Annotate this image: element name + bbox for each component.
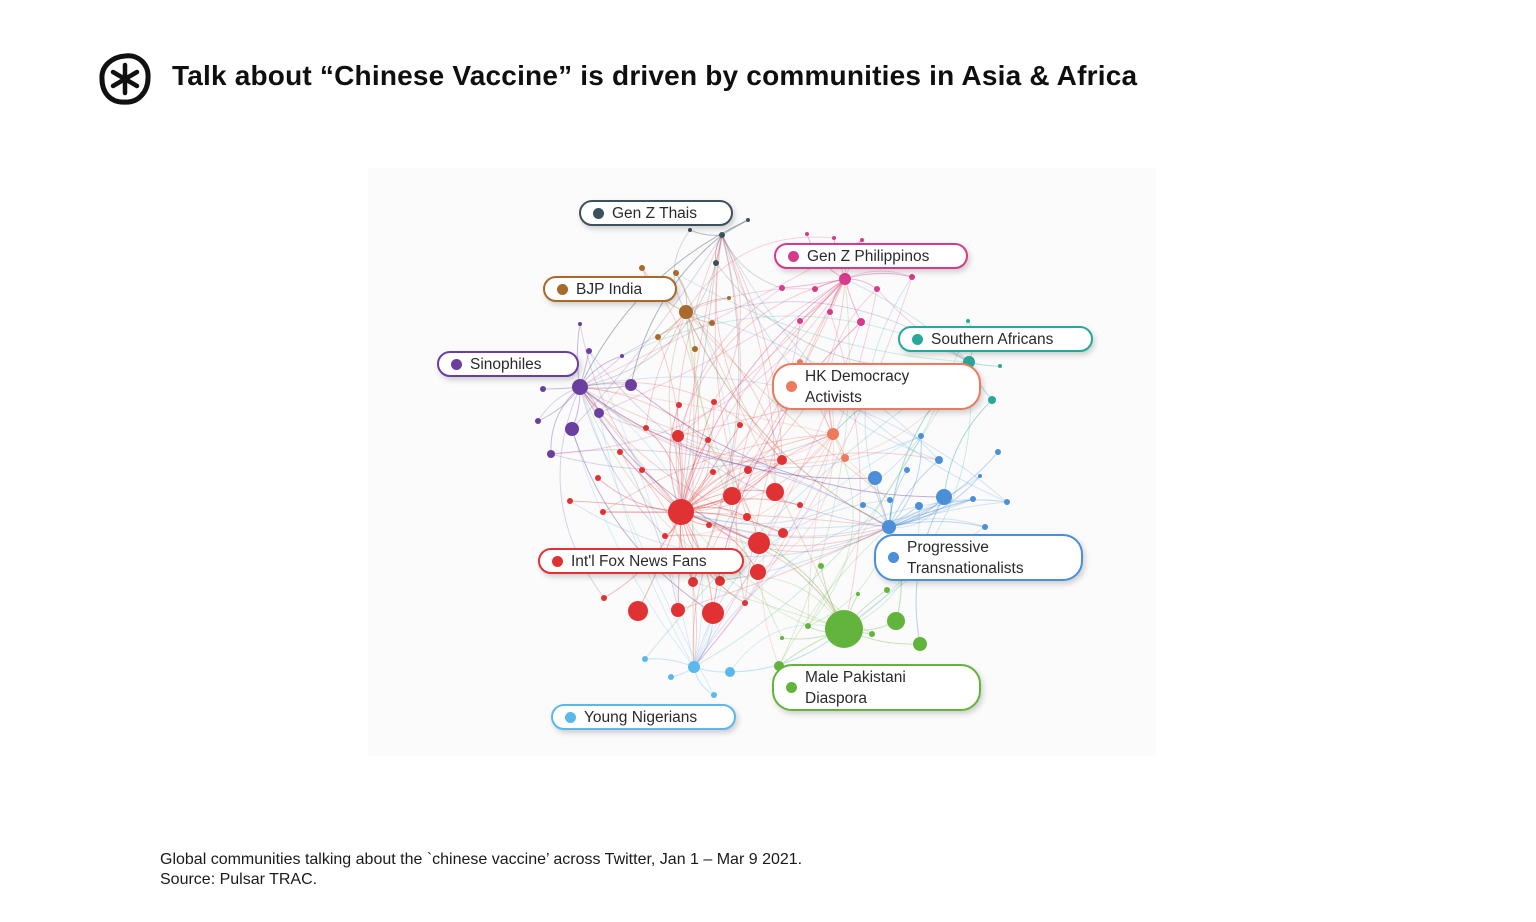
label-hk-democracy-activists — [772, 363, 981, 410]
network-node-pakistani — [780, 636, 784, 640]
network-node-progressive — [1004, 499, 1010, 505]
label-intl-fox-news-fans — [538, 548, 744, 574]
network-node-progressive — [978, 474, 982, 478]
network-node-nigerians — [711, 692, 717, 698]
hk-democracy-line-1: HK Democracy — [805, 367, 910, 385]
network-node-fox-news — [662, 533, 668, 539]
figure-caption — [160, 850, 802, 890]
caption-source: Source: Pulsar TRAC. — [160, 871, 318, 888]
network-node-fox-news — [706, 522, 712, 528]
network-node-fox-news — [777, 455, 787, 465]
network-node-sinophiles — [578, 322, 582, 326]
gen-z-thais-dot — [593, 208, 604, 219]
gen-z-philippinos-text: Gen Z Philippinos — [807, 247, 930, 265]
network-node-nigerians — [642, 656, 648, 662]
network-node-progressive — [995, 449, 1001, 455]
network-node-fox-news — [748, 532, 770, 554]
network-node-fox-news — [595, 475, 601, 481]
label-progressive-transnationalists — [874, 534, 1083, 581]
network-edge — [645, 659, 694, 667]
network-node-fox-news — [737, 422, 743, 428]
network-node-fox-news — [628, 601, 648, 621]
network-node-fox-news — [797, 502, 803, 508]
network-node-southern-africans — [988, 396, 996, 404]
network-node-fox-news — [567, 498, 573, 504]
network-node-fox-news — [750, 564, 766, 580]
network-node-genz-philippinos — [812, 286, 818, 292]
network-node-hk-democracy — [841, 454, 849, 462]
network-node-pakistani — [913, 637, 927, 651]
network-node-sinophiles — [586, 348, 592, 354]
network-node-sinophiles — [572, 379, 588, 395]
network-node-genz-philippinos — [860, 238, 864, 242]
network-node-genz-thais — [688, 228, 692, 232]
bjp-india-text: BJP India — [576, 280, 643, 298]
network-node-genz-philippinos — [874, 286, 880, 292]
network-edge — [580, 235, 722, 387]
network-node-bjp-india — [679, 305, 693, 319]
network-node-progressive — [882, 520, 896, 534]
network-node-fox-news — [711, 399, 717, 405]
network-node-fox-news — [710, 469, 716, 475]
network-node-bjp-india — [655, 334, 661, 340]
network-node-sinophiles — [625, 379, 637, 391]
network-node-fox-news — [688, 577, 698, 587]
network-node-bjp-india — [727, 296, 731, 300]
network-node-genz-thais — [719, 232, 725, 238]
page-title: Talk about “Chinese Vaccine” is driven by communities in Asia & Africa — [172, 60, 1138, 91]
intl-fox-news-fans-dot — [552, 556, 563, 567]
label-gen-z-thais — [579, 200, 733, 226]
hk-democracy-activists-text — [805, 366, 909, 408]
label-bjp-india — [543, 276, 677, 302]
network-node-nigerians — [688, 661, 700, 673]
network-node-pakistani — [856, 592, 860, 596]
network-node-nigerians — [668, 674, 674, 680]
progressive-line-2: Transnationalists — [907, 559, 1024, 577]
network-node-progressive — [904, 467, 910, 473]
network-node-fox-news — [702, 602, 724, 624]
network-node-sinophiles — [535, 418, 541, 424]
network-node-genz-philippinos — [839, 273, 851, 285]
network-node-progressive — [936, 489, 952, 505]
network-node-pakistani — [818, 563, 824, 569]
network-node-sinophiles — [620, 354, 624, 358]
network-node-sinophiles — [565, 422, 579, 436]
network-node-pakistani — [805, 623, 811, 629]
network-edge — [720, 527, 889, 581]
label-young-nigerians — [551, 704, 736, 730]
network-node-fox-news — [600, 509, 606, 515]
network-node-fox-news — [705, 437, 711, 443]
network-node-progressive — [982, 524, 988, 530]
sinophiles-dot — [451, 359, 462, 370]
hk-democracy-line-2: Activists — [805, 388, 862, 406]
network-node-progressive — [935, 456, 943, 464]
progressive-transnationalists-text — [907, 537, 1024, 579]
network-node-nigerians — [725, 667, 735, 677]
sinophiles-text: Sinophiles — [470, 355, 542, 373]
network-edge — [828, 289, 877, 434]
progressive-line-1: Progressive — [907, 538, 989, 556]
network-node-sinophiles — [547, 450, 555, 458]
network-node-progressive — [970, 496, 976, 502]
network-edge — [580, 220, 748, 387]
pakistani-line-2: Diaspora — [805, 689, 868, 707]
young-nigerians-dot — [565, 712, 576, 723]
southern-africans-dot — [912, 334, 923, 345]
network-node-progressive — [915, 502, 923, 510]
network-node-progressive — [860, 502, 866, 508]
network-node-fox-news — [744, 466, 752, 474]
network-node-southern-africans — [998, 364, 1002, 368]
young-nigerians-text: Young Nigerians — [584, 708, 698, 726]
network-node-genz-philippinos — [832, 236, 836, 240]
network-node-sinophiles — [540, 386, 546, 392]
network-node-progressive — [918, 433, 924, 439]
label-sinophiles — [437, 351, 579, 377]
network-node-genz-philippinos — [805, 232, 809, 236]
network-node-fox-news — [715, 576, 725, 586]
intl-fox-news-fans-text: Int'l Fox News Fans — [571, 552, 707, 570]
network-node-genz-philippinos — [827, 309, 833, 315]
network-node-genz-philippinos — [909, 274, 915, 280]
network-node-fox-news — [639, 467, 645, 473]
bjp-india-dot — [557, 284, 568, 295]
network-node-genz-thais — [713, 260, 719, 266]
network-node-pakistani — [887, 612, 905, 630]
network-node-fox-news — [723, 487, 741, 505]
hk-democracy-activists-dot — [786, 381, 797, 392]
gen-z-thais-text: Gen Z Thais — [612, 204, 698, 222]
network-node-bjp-india — [709, 320, 715, 326]
network-node-fox-news — [668, 499, 694, 525]
network-node-genz-philippinos — [797, 318, 803, 324]
network-edge — [889, 519, 985, 527]
network-node-progressive — [868, 471, 882, 485]
network-edge — [580, 387, 665, 536]
label-gen-z-philippinos — [774, 243, 968, 269]
network-node-bjp-india — [639, 265, 645, 271]
network-edge — [690, 230, 722, 235]
label-male-pakistani-diaspora — [772, 664, 981, 711]
network-node-progressive — [887, 497, 893, 503]
network-node-genz-philippinos — [857, 318, 865, 326]
network-node-fox-news — [671, 603, 685, 617]
network-node-fox-news — [617, 449, 623, 455]
network-node-genz-thais — [746, 218, 750, 222]
network-node-fox-news — [766, 483, 784, 501]
network-node-fox-news — [742, 600, 748, 606]
network-node-genz-philippinos — [779, 285, 785, 291]
network-node-fox-news — [676, 402, 682, 408]
pakistani-line-1: Male Pakistani — [805, 668, 906, 686]
caption-line-1: Global communities talking about the `chinese vaccine’ across Twitter, Jan 1 – Mar 9 2021. — [160, 851, 803, 868]
network-node-pakistani — [884, 587, 890, 593]
male-pakistani-diaspora-dot — [786, 682, 797, 693]
network-node-fox-news — [743, 513, 751, 521]
network-node-fox-news — [778, 528, 788, 538]
network-node-fox-news — [672, 430, 684, 442]
network-node-hk-democracy — [827, 428, 839, 440]
network-node-fox-news — [601, 595, 607, 601]
network-node-bjp-india — [673, 270, 679, 276]
network-node-bjp-india — [692, 346, 698, 352]
network-node-fox-news — [643, 425, 649, 431]
progressive-transnationalists-dot — [888, 552, 899, 563]
network-edge — [577, 324, 580, 387]
network-node-southern-africans — [966, 319, 970, 323]
male-pakistani-diaspora-text — [805, 667, 906, 709]
network-node-pakistani — [825, 610, 863, 648]
gen-z-philippinos-dot — [788, 251, 799, 262]
label-southern-africans — [898, 326, 1093, 352]
network-node-sinophiles — [594, 408, 604, 418]
southern-africans-text: Southern Africans — [931, 330, 1054, 348]
network-node-pakistani — [869, 631, 875, 637]
